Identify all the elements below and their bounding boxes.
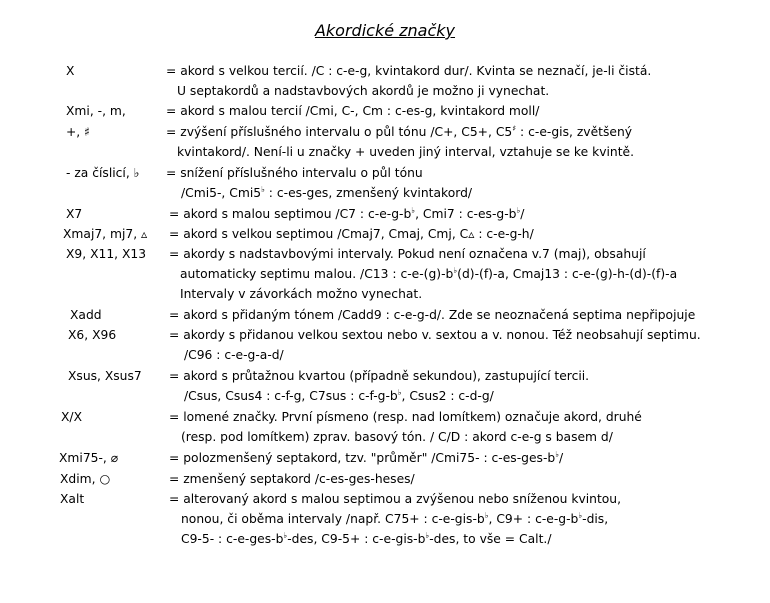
definition-line: /Csus, Csus4 : c-f-g, C7sus : c-f-g-b♭, Csus2 : c-d-g/ (184, 388, 494, 403)
definition-line: = akord s průtažnou kvartou (případně sekundou), zastupující tercii. (169, 369, 590, 383)
definition-line: = akordy s přidanou velkou sextou nebo v. sextou a v. nonou. Též neobsahují septimu. (169, 328, 701, 342)
chord-symbol-sharp: +, ♯ (66, 125, 91, 139)
definition-line: /Cmi5-, Cmi5♭ : c-es-ges, zmenšený kvintakord/ (181, 185, 473, 200)
definition-line: = akord s velkou tercií. /C : c-e-g, kvintakord dur/. Kvinta se neznačí, je-li čistá. (166, 64, 652, 78)
definition-line: /C96 : c-e-g-a-d/ (184, 348, 284, 362)
definition-line: = zmenšený septakord /c-es-ges-heses/ (169, 472, 415, 486)
definition-line: kvintakord/. Není-li u značky + uveden jiný interval, vztahuje se ke kvintě. (177, 145, 634, 159)
definition-line: U septakordů a nadstavbových akordů je možno ji vynechat. (177, 84, 550, 98)
chord-symbol-altered: Xalt (60, 492, 85, 506)
definition-line: nonou, či oběma intervaly /např. C75+ : c-e-gis-b♭, C9+ : c-e-g-b♭-dis, (181, 511, 609, 526)
definition-line: = zvýšení příslušného intervalu o půl tónu /C+, C5+, C5♯ : c-e-gis, zvětšený (166, 124, 633, 139)
definition-line: automaticky septimu malou. /C13 : c-e-(g)-b♭(d)-(f)-a, Cmaj13 : c-e-(g)-h-(d)-(f)-a (180, 266, 678, 281)
definition-line: = akord s malou septimou /C7 : c-e-g-b♭, Cmi7 : c-es-g-b♭/ (169, 206, 525, 221)
chord-symbol-extended: X9, X11, X13 (66, 247, 147, 261)
definition-line: = alterovaný akord s malou septimou a zvýšenou nebo sníženou kvintou, (169, 492, 621, 506)
chord-symbol-slash: X/X (61, 410, 82, 424)
definition-line: = snížení příslušného intervalu o půl tónu (166, 166, 423, 180)
chord-symbol-sus: Xsus, Xsus7 (68, 369, 142, 383)
page-title: Akordické značky (314, 21, 456, 40)
definition-line: Intervaly v závorkách možno vynechat. (180, 287, 423, 301)
chord-symbol-half-diminished: Xmi75-, ⌀ (59, 451, 119, 465)
chord-symbol-minor: Xmi, -, m, (66, 104, 126, 118)
chord-symbol-x: X (66, 64, 75, 78)
chord-symbol-x7: X7 (66, 207, 83, 221)
chord-symbol-flat: - za číslicí, ♭ (66, 166, 140, 180)
definition-line: = akord s malou tercií /Cmi, C-, Cm : c-es-g, kvintakord moll/ (166, 104, 540, 118)
definition-line: = akord s přidaným tónem /Cadd9 : c-e-g-d/. Zde se neoznačená septima nepřipojuje (169, 308, 696, 322)
chord-symbol-diminished: Xdim, ○ (60, 472, 111, 486)
definition-line: C9-5- : c-e-ges-b♭-des, C9-5+ : c-e-gis-b♭-des, to vše = Calt./ (181, 531, 552, 546)
definition-line: = akord s velkou septimou /Cmaj7, Cmaj, Cmj, C▵ : c-e-g-h/ (169, 227, 534, 241)
definition-line: (resp. pod lomítkem) zprav. basový tón. / C/D : akord c-e-g s basem d/ (181, 430, 613, 444)
chord-symbol-add: Xadd (70, 308, 102, 322)
chord-symbol-maj7: Xmaj7, mj7, ▵ (63, 227, 148, 241)
definition-line: = akordy s nadstavbovými intervaly. Pokud není označena v.7 (maj), obsahují (169, 247, 646, 261)
definition-line: = lomené značky. První písmeno (resp. nad lomítkem) označuje akord, druhé (169, 410, 642, 424)
definition-line: = polozmenšený septakord, tzv. "průměr" /Cmi75- : c-es-ges-b♭/ (169, 450, 564, 465)
chord-symbol-sixth: X6, X96 (68, 328, 117, 342)
